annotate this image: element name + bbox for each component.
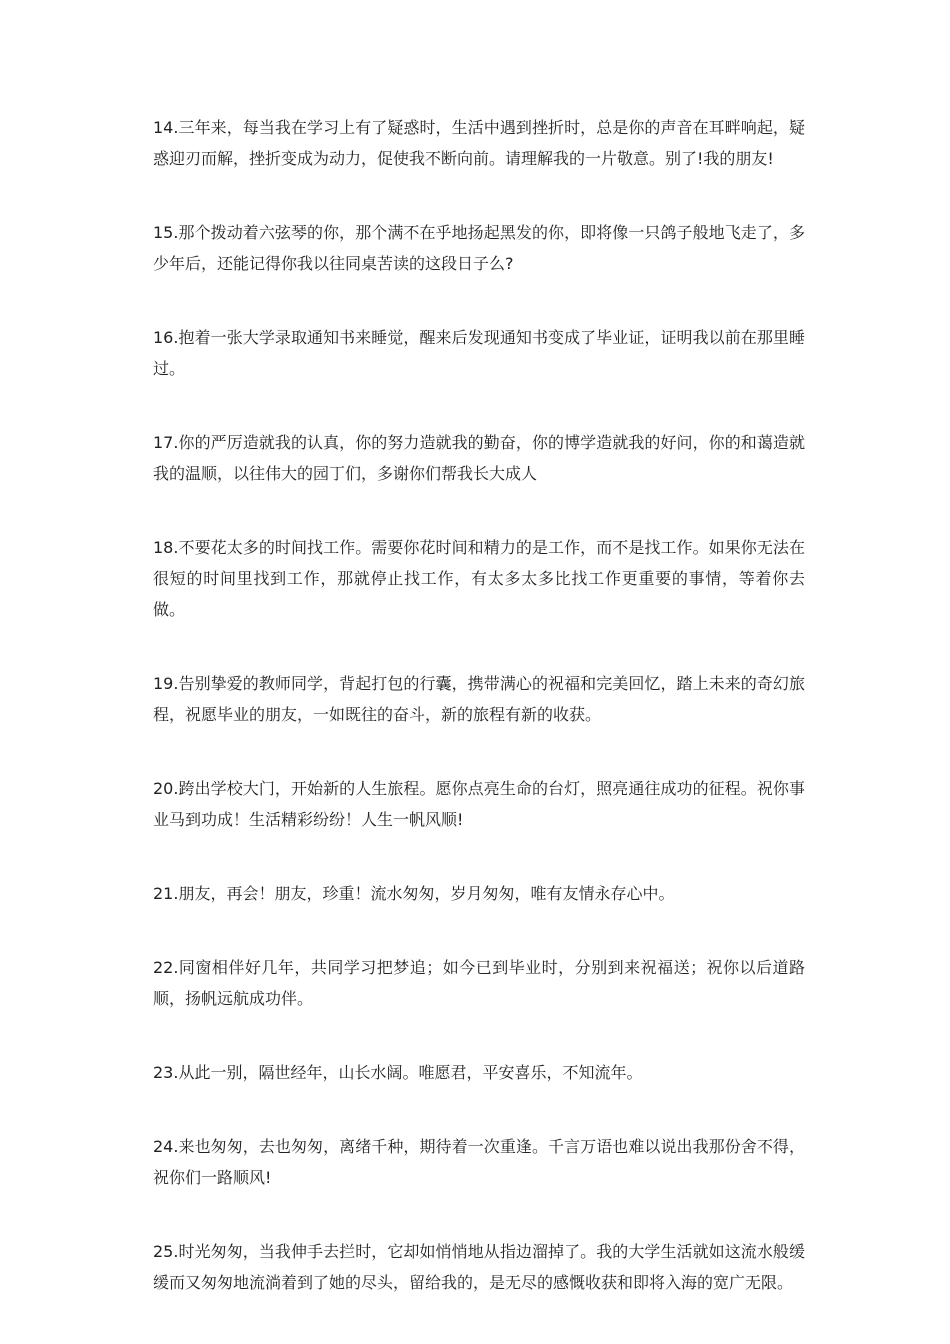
paragraph-18: 18.不要花太多的时间找工作。需要你花时间和精力的是工作，而不是找工作。如果你无法在很短的时间里找到工作，那就停止找工作，有太多太多比找工作更重要的事情，等着你去做。 <box>153 538 805 619</box>
paragraph-23: 23.从此一别，隔世经年，山长水阔。唯愿君，平安喜乐，不知流年。 <box>153 1063 643 1082</box>
paragraph-21: 21.朋友，再会！朋友，珍重！流水匆匆，岁月匆匆，唯有友情永存心中。 <box>153 884 675 903</box>
paragraph-16: 16.抱着一张大学录取通知书来睡觉，醒来后发现通知书变成了毕业证，证明我以前在那里睡过。 <box>153 328 805 378</box>
paragraph-24: 24.来也匆匆，去也匆匆，离绪千种，期待着一次重逢。千言万语也难以说出我那份舍不得，祝你们一路顺风! <box>153 1137 805 1187</box>
document-body <box>153 112 805 1341</box>
paragraph-19: 19.告别挚爱的教师同学，背起打包的行囊，携带满心的祝福和完美回忆，踏上未来的奇幻旅程，祝愿毕业的朋友，一如既往的奋斗，新的旅程有新的收获。 <box>153 674 805 724</box>
paragraph-17: 17.你的严厉造就我的认真，你的努力造就我的勤奋，你的博学造就我的好问，你的和蔼造就我的温顺，以往伟大的园丁们，多谢你们帮我长大成人 <box>153 433 805 483</box>
paragraph-15: 15.那个拨动着六弦琴的你，那个满不在乎地扬起黑发的你，即将像一只鸽子般地飞走了，多少年后，还能记得你我以往同桌苦读的这段日子么? <box>153 223 805 273</box>
paragraph-14: 14.三年来，每当我在学习上有了疑惑时，生活中遇到挫折时，总是你的声音在耳畔响起，疑惑迎刃而解，挫折变成为动力，促使我不断向前。请理解我的一片敬意。别了!我的朋友! <box>153 118 805 168</box>
paragraph-20: 20.跨出学校大门，开始新的人生旅程。愿你点亮生命的台灯，照亮通往成功的征程。祝你事业马到功成！生活精彩纷纷！人生一帆风顺! <box>153 779 805 829</box>
paragraph-25: 25.时光匆匆，当我伸手去拦时，它却如悄悄地从指边溜掉了。我的大学生活就如这流水般缓缓而又匆匆地流淌着到了她的尽头，留给我的，是无尽的感慨收获和即将入海的宽广无限。 <box>153 1242 805 1292</box>
paragraph-22: 22.同窗相伴好几年，共同学习把梦追；如今已到毕业时，分别到来祝福送；祝你以后道路顺，扬帆远航成功伴。 <box>153 958 805 1008</box>
